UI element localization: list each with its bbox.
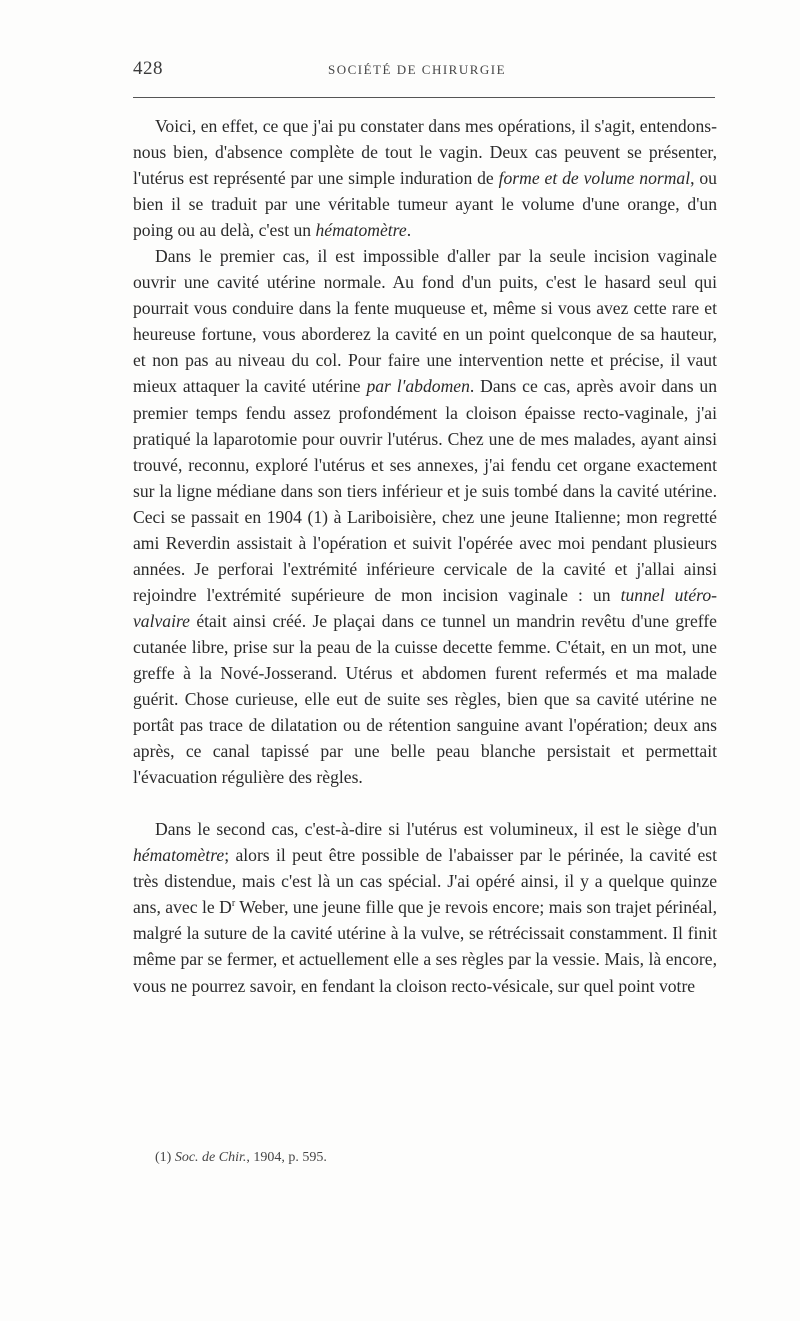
italic-span: hématomètre (133, 845, 225, 866)
italic-span: tunnel utéro-valvaire (133, 584, 718, 631)
italic-span: par l'abdomen (366, 376, 470, 397)
text-span: était ainsi créé. Je plaçai dans ce tunnel un mandrin revêtu d'une greffe cutanée libre, prise sur la peau de la cuisse decette femme. C'était, en un mot, une greffe à la Nové-Josserand. Utérus et abdomen furent refermés et ma malade guérit. Chose curieuse, elle eut de suite ses règles, bien que sa cavité utérine ne portât pas trace de dilatation ou de rétention sanguine avant l'opération; deux ans après, ce canal tapissé par une belle peau blanche persistait et permettait l'évacuation régulière des règles. (133, 610, 717, 788)
text-span: Voici, en effet, ce que j'ai pu constater dans mes opérations, il s'agit, entendons-nous bien, d'absence complète de tout le vagin. Deux cas peuvent se présenter, l'utérus est représenté par une simple induration de (133, 116, 717, 189)
footnote-details: , 1904, p. 595. (246, 1150, 327, 1165)
body-text (133, 113, 717, 999)
italic-span: forme et de volume normal (498, 168, 691, 189)
text-span: . Dans ce cas, après avoir dans un premier temps fendu assez profondément la cloison épaisse recto-vaginale, j'ai pratiqué la laparotomie pour ouvrir l'utérus. Chez une de mes malades, ayant ainsi trouvé, reconnu, exploré l'utérus et ses annexes, j'ai fendu cet organe exactement sur la ligne médiane dans son tiers inférieur et je suis tombé dans la cavité utérine. Ceci se passait en 1904 (1) à Lariboisière, chez une jeune Italienne; mon regretté ami Reverdin assistait à l'opération et suivit l'opérée avec moi pendant plusieurs années. Je perforai l'extrémité inférieure cervicale de la cavité et j'allai ainsi rejoindre l'extrémité supérieure de mon incision vaginale : un (133, 376, 717, 605)
text-span: Dans le second cas, c'est-à-dire si l'utérus est volumineux, il est le siège d'un (155, 819, 717, 840)
header-divider (133, 97, 715, 98)
paragraph-3 (133, 816, 717, 998)
paragraph-1 (133, 113, 717, 243)
text-span: Dans le premier cas, il est impossible d'aller par la seule incision vaginale ouvrir une cavité utérine normale. Au fond d'un puits, c'est le hasard seul qui pourrait vous conduire dans la fente muqueuse et, même si vous avez cette rare et heureuse fortune, vous aborderez la cavité en un point quelconque de sa hauteur, et non pas au niveau du col. Pour faire une intervention nette et précise, il vaut mieux attaquer la cavité utérine (133, 246, 717, 397)
paragraph-2 (133, 243, 717, 790)
footnote-marker: (1) (155, 1150, 175, 1165)
journal-title: SOCIÉTÉ DE CHIRURGIE (328, 62, 507, 77)
text-span: Weber, une jeune fille que je revois encore; mais son trajet périnéal, malgré la suture de la cavité utérine à la vulve, se rétrécissait constamment. Il finit même par se fermer, et actuellement elle a ses règles par la vessie. Mais, là encore, vous ne pourrez savoir, en fendant la cloison recto-vésicale, sur quel point votre (133, 897, 717, 996)
running-head (133, 58, 715, 88)
text-span: ; alors il peut être possible de l'abaisser par le périnée, la cavité est très distendue, mais c'est là un cas spécial. J'ai opéré ainsi, il y a quelque quinze ans, avec le D (133, 845, 717, 918)
footnote (155, 1150, 327, 1166)
text-span: , ou bien il se traduit par une véritable tumeur ayant le volume d'une orange, d'un poing ou au delà, c'est un (133, 168, 717, 241)
superscript: r (231, 898, 236, 910)
italic-span: hématomètre (315, 220, 407, 241)
text-span: . (406, 220, 412, 241)
page-number: 428 (133, 58, 163, 79)
footnote-source: Soc. de Chir. (174, 1150, 247, 1165)
